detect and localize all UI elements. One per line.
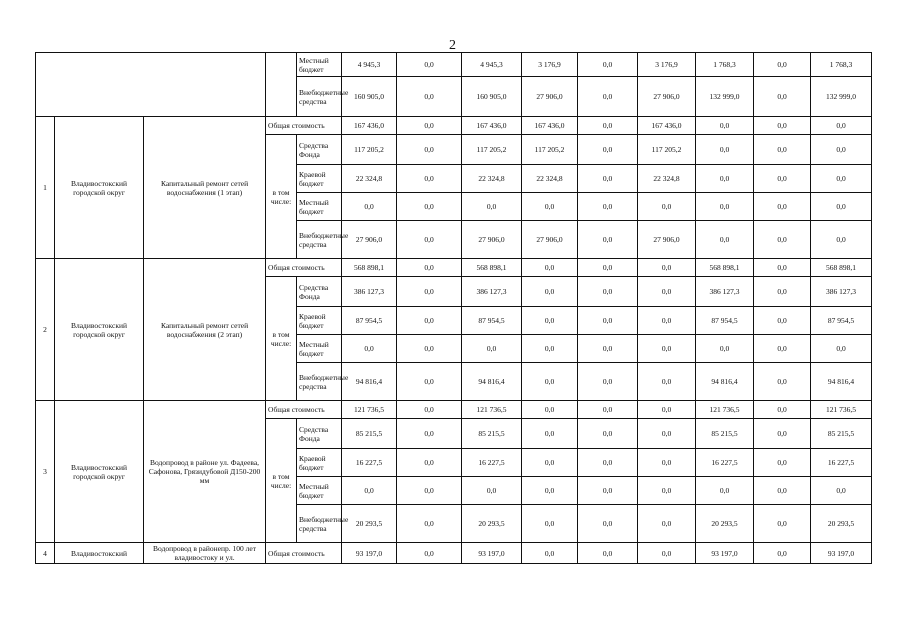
value-cell: 85 215,5 [462, 419, 522, 449]
category-cell: Местный бюджет [297, 193, 342, 221]
district-cell: Владивостокский [55, 543, 144, 564]
value-cell: 0,0 [578, 259, 638, 277]
value-cell: 0,0 [342, 335, 397, 363]
value-cell: 0,0 [754, 77, 811, 117]
value-cell: 0,0 [397, 135, 462, 165]
value-cell: 0,0 [696, 335, 754, 363]
value-cell: 27 906,0 [462, 221, 522, 259]
value-cell: 94 816,4 [342, 363, 397, 401]
budget-table [35, 52, 872, 564]
value-cell: 0,0 [397, 77, 462, 117]
value-cell: 0,0 [342, 193, 397, 221]
value-cell: 0,0 [522, 193, 578, 221]
value-cell: 0,0 [462, 193, 522, 221]
value-cell: 16 227,5 [462, 449, 522, 477]
project-name: Водопровод в районе ул. Фадеева, Сафонова, Грязидубовой Д150-200 мм [144, 401, 266, 543]
value-cell: 16 227,5 [696, 449, 754, 477]
value-cell: 0,0 [638, 259, 696, 277]
value-cell: 0,0 [638, 277, 696, 307]
value-cell: 0,0 [578, 449, 638, 477]
value-cell: 0,0 [754, 335, 811, 363]
value-cell: 0,0 [522, 477, 578, 505]
value-cell: 0,0 [578, 221, 638, 259]
value-cell: 20 293,5 [462, 505, 522, 543]
value-cell: 0,0 [342, 477, 397, 505]
value-cell: 0,0 [522, 335, 578, 363]
value-cell: 0,0 [578, 165, 638, 193]
value-cell: 0,0 [397, 543, 462, 564]
value-cell: 0,0 [638, 335, 696, 363]
value-cell: 121 736,5 [462, 401, 522, 419]
value-cell: 0,0 [522, 259, 578, 277]
value-cell: 0,0 [397, 277, 462, 307]
category-cell: Краевой бюджет [297, 165, 342, 193]
value-cell: 568 898,1 [811, 259, 872, 277]
project-total-row [36, 401, 872, 419]
value-cell: 568 898,1 [696, 259, 754, 277]
value-cell: 27 906,0 [522, 221, 578, 259]
value-cell: 121 736,5 [696, 401, 754, 419]
value-cell: 3 176,9 [522, 53, 578, 77]
value-cell: 20 293,5 [342, 505, 397, 543]
value-cell: 0,0 [397, 449, 462, 477]
value-cell: 93 197,0 [462, 543, 522, 564]
value-cell: 121 736,5 [811, 401, 872, 419]
category-cell: Местный бюджет [297, 53, 342, 77]
value-cell: 0,0 [397, 335, 462, 363]
value-cell: 132 999,0 [696, 77, 754, 117]
value-cell: 160 905,0 [342, 77, 397, 117]
value-cell: 27 906,0 [342, 221, 397, 259]
value-cell: 16 227,5 [811, 449, 872, 477]
table-row [36, 53, 872, 77]
value-cell: 0,0 [522, 401, 578, 419]
value-cell: 0,0 [397, 307, 462, 335]
category-cell: Внебюджетные средства [297, 505, 342, 543]
value-cell: 85 215,5 [811, 419, 872, 449]
value-cell: 0,0 [397, 477, 462, 505]
value-cell: 0,0 [578, 363, 638, 401]
value-cell: 27 906,0 [522, 77, 578, 117]
value-cell: 94 816,4 [696, 363, 754, 401]
value-cell: 0,0 [754, 307, 811, 335]
value-cell: 0,0 [578, 477, 638, 505]
value-cell: 0,0 [578, 193, 638, 221]
value-cell: 0,0 [754, 259, 811, 277]
value-cell: 0,0 [811, 477, 872, 505]
value-cell: 22 324,8 [462, 165, 522, 193]
value-cell: 0,0 [638, 401, 696, 419]
category-cell: Средства Фонда [297, 419, 342, 449]
value-cell: 568 898,1 [462, 259, 522, 277]
project-total-row [36, 259, 872, 277]
including-label: в том числе: [266, 419, 297, 543]
value-cell: 0,0 [754, 117, 811, 135]
value-cell: 0,0 [638, 505, 696, 543]
category-cell: Местный бюджет [297, 335, 342, 363]
value-cell: 16 227,5 [342, 449, 397, 477]
value-cell: 4 945,3 [462, 53, 522, 77]
value-cell: 386 127,3 [696, 277, 754, 307]
value-cell: 0,0 [522, 277, 578, 307]
project-number: 1 [36, 117, 55, 259]
value-cell: 0,0 [578, 77, 638, 117]
value-cell: 0,0 [754, 53, 811, 77]
empty-merged-cell [36, 53, 266, 117]
value-cell: 22 324,8 [638, 165, 696, 193]
value-cell: 0,0 [578, 277, 638, 307]
value-cell: 85 215,5 [696, 419, 754, 449]
value-cell: 0,0 [696, 477, 754, 505]
value-cell: 0,0 [754, 221, 811, 259]
value-cell: 0,0 [397, 193, 462, 221]
value-cell: 0,0 [754, 135, 811, 165]
value-cell: 0,0 [638, 307, 696, 335]
category-cell: Внебюджетные средства [297, 221, 342, 259]
value-cell: 0,0 [397, 53, 462, 77]
value-cell: 117 205,2 [522, 135, 578, 165]
value-cell: 3 176,9 [638, 53, 696, 77]
value-cell: 117 205,2 [342, 135, 397, 165]
value-cell: 0,0 [811, 117, 872, 135]
value-cell: 87 954,5 [696, 307, 754, 335]
value-cell: 1 768,3 [811, 53, 872, 77]
value-cell: 0,0 [522, 449, 578, 477]
value-cell: 0,0 [754, 477, 811, 505]
value-cell: 117 205,2 [638, 135, 696, 165]
value-cell: 87 954,5 [342, 307, 397, 335]
value-cell: 117 205,2 [462, 135, 522, 165]
page-number: 2 [449, 38, 456, 53]
district-cell: Владивостокский городской округ [55, 401, 144, 543]
value-cell: 0,0 [754, 449, 811, 477]
value-cell: 93 197,0 [811, 543, 872, 564]
value-cell: 0,0 [754, 505, 811, 543]
value-cell: 93 197,0 [696, 543, 754, 564]
value-cell: 386 127,3 [342, 277, 397, 307]
project-number: 3 [36, 401, 55, 543]
district-cell: Владивостокский городской округ [55, 117, 144, 259]
value-cell: 0,0 [696, 165, 754, 193]
district-cell: Владивостокский городской округ [55, 259, 144, 401]
value-cell: 0,0 [522, 505, 578, 543]
project-name: Водопровод в районепр. 100 лет владивостоку и ул. [144, 543, 266, 564]
total-label: Общая стоимость [266, 543, 342, 564]
project-number: 4 [36, 543, 55, 564]
value-cell: 0,0 [754, 543, 811, 564]
value-cell: 0,0 [754, 401, 811, 419]
value-cell: 0,0 [696, 117, 754, 135]
value-cell: 0,0 [397, 221, 462, 259]
project-name: Капитальный ремонт сетей водоснабжения (2 этап) [144, 259, 266, 401]
value-cell: 20 293,5 [811, 505, 872, 543]
value-cell: 0,0 [397, 117, 462, 135]
value-cell: 0,0 [462, 477, 522, 505]
value-cell: 0,0 [578, 505, 638, 543]
value-cell: 0,0 [522, 307, 578, 335]
value-cell: 0,0 [754, 363, 811, 401]
value-cell: 0,0 [397, 363, 462, 401]
value-cell: 0,0 [397, 165, 462, 193]
value-cell: 94 816,4 [462, 363, 522, 401]
value-cell: 0,0 [754, 419, 811, 449]
value-cell: 0,0 [811, 193, 872, 221]
value-cell: 0,0 [638, 419, 696, 449]
value-cell: 0,0 [397, 401, 462, 419]
value-cell: 22 324,8 [522, 165, 578, 193]
value-cell: 0,0 [578, 135, 638, 165]
category-cell: Внебюджетные средства [297, 77, 342, 117]
value-cell: 0,0 [638, 193, 696, 221]
value-cell: 20 293,5 [696, 505, 754, 543]
value-cell: 0,0 [754, 277, 811, 307]
value-cell: 0,0 [811, 221, 872, 259]
value-cell: 0,0 [578, 335, 638, 363]
category-cell: Краевой бюджет [297, 449, 342, 477]
value-cell: 0,0 [578, 543, 638, 564]
value-cell: 0,0 [696, 135, 754, 165]
value-cell: 0,0 [578, 307, 638, 335]
value-cell: 93 197,0 [342, 543, 397, 564]
value-cell: 0,0 [638, 449, 696, 477]
value-cell: 0,0 [754, 165, 811, 193]
value-cell: 0,0 [578, 53, 638, 77]
value-cell: 386 127,3 [462, 277, 522, 307]
category-cell: Внебюджетные средства [297, 363, 342, 401]
value-cell: 0,0 [578, 117, 638, 135]
value-cell: 1 768,3 [696, 53, 754, 77]
total-label: Общая стоимость [266, 117, 342, 135]
empty-incl-cell [266, 53, 297, 117]
value-cell: 0,0 [397, 259, 462, 277]
value-cell: 0,0 [811, 135, 872, 165]
value-cell: 0,0 [811, 165, 872, 193]
value-cell: 0,0 [638, 543, 696, 564]
category-cell: Местный бюджет [297, 477, 342, 505]
value-cell: 160 905,0 [462, 77, 522, 117]
total-label: Общая стоимость [266, 401, 342, 419]
project-number: 2 [36, 259, 55, 401]
value-cell: 0,0 [638, 477, 696, 505]
value-cell: 0,0 [522, 363, 578, 401]
value-cell: 4 945,3 [342, 53, 397, 77]
value-cell: 0,0 [397, 505, 462, 543]
value-cell: 0,0 [578, 419, 638, 449]
value-cell: 167 436,0 [522, 117, 578, 135]
category-cell: Средства Фонда [297, 277, 342, 307]
project-name: Капитальный ремонт сетей водоснабжения (1 этап) [144, 117, 266, 259]
value-cell: 167 436,0 [342, 117, 397, 135]
value-cell: 85 215,5 [342, 419, 397, 449]
value-cell: 0,0 [578, 401, 638, 419]
value-cell: 0,0 [462, 335, 522, 363]
value-cell: 22 324,8 [342, 165, 397, 193]
value-cell: 27 906,0 [638, 221, 696, 259]
value-cell: 0,0 [696, 221, 754, 259]
value-cell: 121 736,5 [342, 401, 397, 419]
value-cell: 94 816,4 [811, 363, 872, 401]
value-cell: 0,0 [754, 193, 811, 221]
value-cell: 0,0 [696, 193, 754, 221]
value-cell: 132 999,0 [811, 77, 872, 117]
including-label: в том числе: [266, 135, 297, 259]
category-cell: Краевой бюджет [297, 307, 342, 335]
value-cell: 27 906,0 [638, 77, 696, 117]
project-total-row [36, 543, 872, 564]
value-cell: 0,0 [638, 363, 696, 401]
project-total-row [36, 117, 872, 135]
value-cell: 0,0 [522, 419, 578, 449]
total-label: Общая стоимость [266, 259, 342, 277]
value-cell: 167 436,0 [638, 117, 696, 135]
value-cell: 167 436,0 [462, 117, 522, 135]
value-cell: 0,0 [811, 335, 872, 363]
value-cell: 0,0 [397, 419, 462, 449]
value-cell: 0,0 [522, 543, 578, 564]
category-cell: Средства Фонда [297, 135, 342, 165]
value-cell: 87 954,5 [811, 307, 872, 335]
value-cell: 386 127,3 [811, 277, 872, 307]
including-label: в том числе: [266, 277, 297, 401]
value-cell: 87 954,5 [462, 307, 522, 335]
value-cell: 568 898,1 [342, 259, 397, 277]
